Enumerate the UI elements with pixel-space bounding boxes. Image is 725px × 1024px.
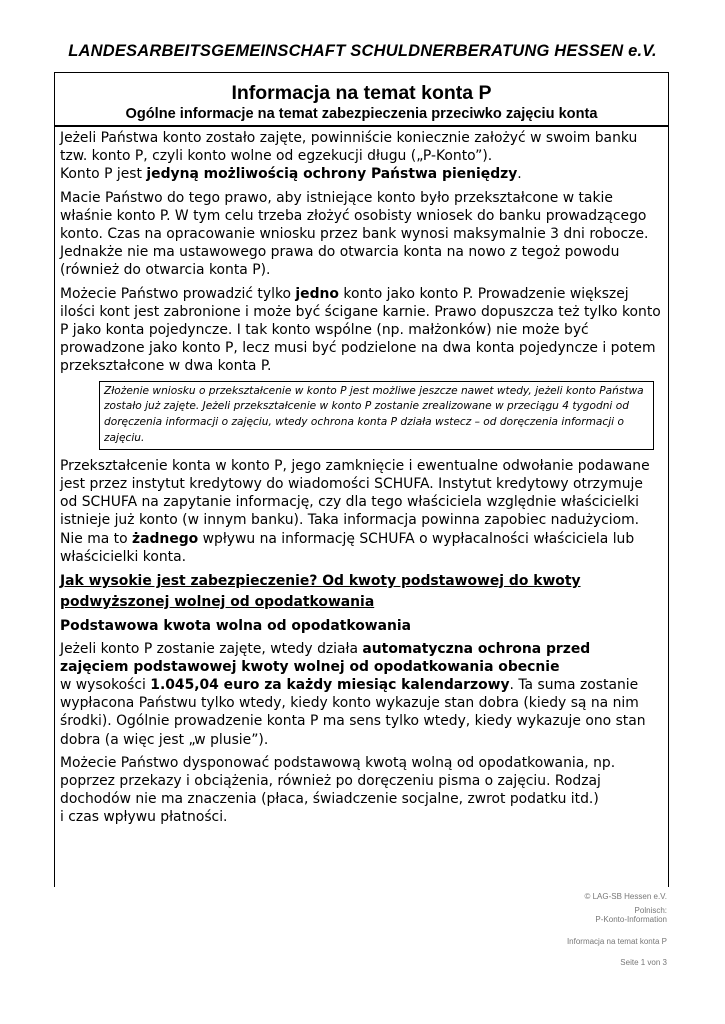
- paragraph-basic-amount: [60, 640, 663, 749]
- emphasis-none: żadnego: [132, 530, 199, 547]
- document-header: [55, 73, 668, 125]
- organization-header: LANDESARBEITSGEMEINSCHAFT SCHULDNERBERATUNG HESSEN e.V.: [68, 42, 657, 60]
- paragraph-basic-amount-text-3: . Ta suma zostanie wypłacona Państwu tylko wtedy, kiedy konto wykazuje stan dobra (kiedy są na nim środki). Ogólnie prowadzenie konta P ma sens tylko wtedy, kiedy wykazuje ono stan dobra (a więc jest „w plusie”).: [60, 676, 646, 748]
- document-frame: [54, 72, 669, 887]
- paragraph-right: Macie Państwo do tego prawo, aby istniejące konto było przekształcone w takie właśnie konto P. W tym celu trzeba złożyć osobisty wniosek do banku prowadzącego konto. Czas na opracowanie wniosku przez bank wynosi maksymalnie 3 dni robocze. Jednakże nie ma ustawowego prawa do otwarcia konta na nowo z tegoż powodu (również do otwarcia konta P).: [60, 189, 649, 279]
- paragraph-basic-amount-text: Jeżeli konto P zostanie zajęte, wtedy działa: [60, 640, 363, 657]
- emphasis-amount: 1.045,04 euro za każdy miesiąc kalendarzowy: [150, 676, 510, 693]
- paragraph-one-account: [60, 285, 663, 376]
- note-box: Złożenie wniosku o przekształcenie w konto P jest możliwe jeszcze nawet wtedy, jeżeli konto Państwa zostało już zajęte. Jeżeli przekształcenie w konto P zostanie zrealizowane w przeciągu 4 tygodni od doręczenia informacji o zajęciu, wtedy ochrona konta P działa wstecz – od doręczenia informacji o zajęciu.: [99, 381, 654, 450]
- footer-page-number: Seite 1 von 3: [620, 958, 667, 967]
- paragraph-schufa: [60, 457, 663, 566]
- paragraph-dispose-text: Możecie Państwo dysponować podstawową kwotą wolną od opodatkowania, np. poprzez przekazy i obciążenia, również po doręczeniu pisma o zajęciu. Rodzaj dochodów nie ma znaczenia (płaca, świadczenie socjalne, zwrot podatku itd.): [60, 754, 616, 808]
- footer-language: Polnisch:: [634, 906, 667, 915]
- paragraph-one-account-text-2: konto jako konto P. Prowadzenie większej ilości kont jest zabronione i może być ścigane karnie. Prawo dopuszcza też tylko konto P jako konta pojedyncze. I tak konto wspólne (np. małżonków) nie może być prowadzone jako konto P, lecz musi być podzielone na dwa konta pojedyncze i potem przekształcone w dwa konta P.: [60, 285, 661, 375]
- page-title: Informacja na temat konta P: [231, 82, 492, 104]
- paragraph-schufa-text: Przekształcenie konta w konto P, jego zamknięcie i ewentualne odwołanie podawane jest przez instytut kredytowy do wiadomości SCHUFA. Instytut kredytowy otrzymuje od SCHUFA na zapytanie informację, czy dla tego właściciela względnie właścicielki istnieje już konto (w innym banku). Taka informacja powinna zapobiec nadużyciom. Nie ma to: [60, 457, 650, 547]
- paragraph-intro-end: .: [517, 166, 522, 183]
- paragraph-dispose-text-2: i czas wpływu płatności.: [60, 809, 228, 826]
- paragraph-intro-text: Jeżeli Państwa konto zostało zajęte, powinniście koniecznie założyć w swoim banku tzw. konto P, czyli konto wolne od egzekucji długu („P-Konto”).: [60, 130, 638, 165]
- emphasis-automatic-protection: automatyczna ochrona przed zajęciem podstawowej kwoty wolnej od opodatkowania obecnie: [60, 640, 591, 675]
- paragraph-dispose: [60, 754, 663, 827]
- page-subtitle: Ogólne informacje na temat zabezpieczenia przeciwko zajęciu konta: [125, 106, 598, 122]
- paragraph-one-account-text: Możecie Państwo prowadzić tylko: [60, 285, 296, 302]
- paragraph-schufa-text-2: wpływu na informację SCHUFA o wypłacalności właściciela lub właścicielki konta.: [60, 530, 635, 565]
- footer-document-title: Informacja na temat konta P: [566, 937, 667, 946]
- header-divider: [55, 125, 668, 127]
- paragraph-intro-text-2: Konto P jest: [60, 166, 147, 183]
- footer-document-name: P-Konto-Information: [595, 915, 667, 924]
- document-body: [60, 129, 663, 832]
- section-heading-basic-amount: Podstawowa kwota wolna od opodatkowania: [60, 618, 412, 635]
- emphasis-only-protection: jedyną możliwością ochrony Państwa pieniędzy: [146, 166, 518, 183]
- paragraph-intro: [60, 129, 663, 184]
- footer-copyright: © LAG-SB Hessen e.V.: [584, 892, 667, 901]
- section-heading-protection: Jak wysokie jest zabezpieczenie? Od kwoty podstawowej do kwoty podwyższonej wolnej od opodatkowania: [60, 573, 581, 610]
- paragraph-basic-amount-text-2: w wysokości: [60, 676, 151, 693]
- emphasis-one: jedno: [295, 285, 339, 302]
